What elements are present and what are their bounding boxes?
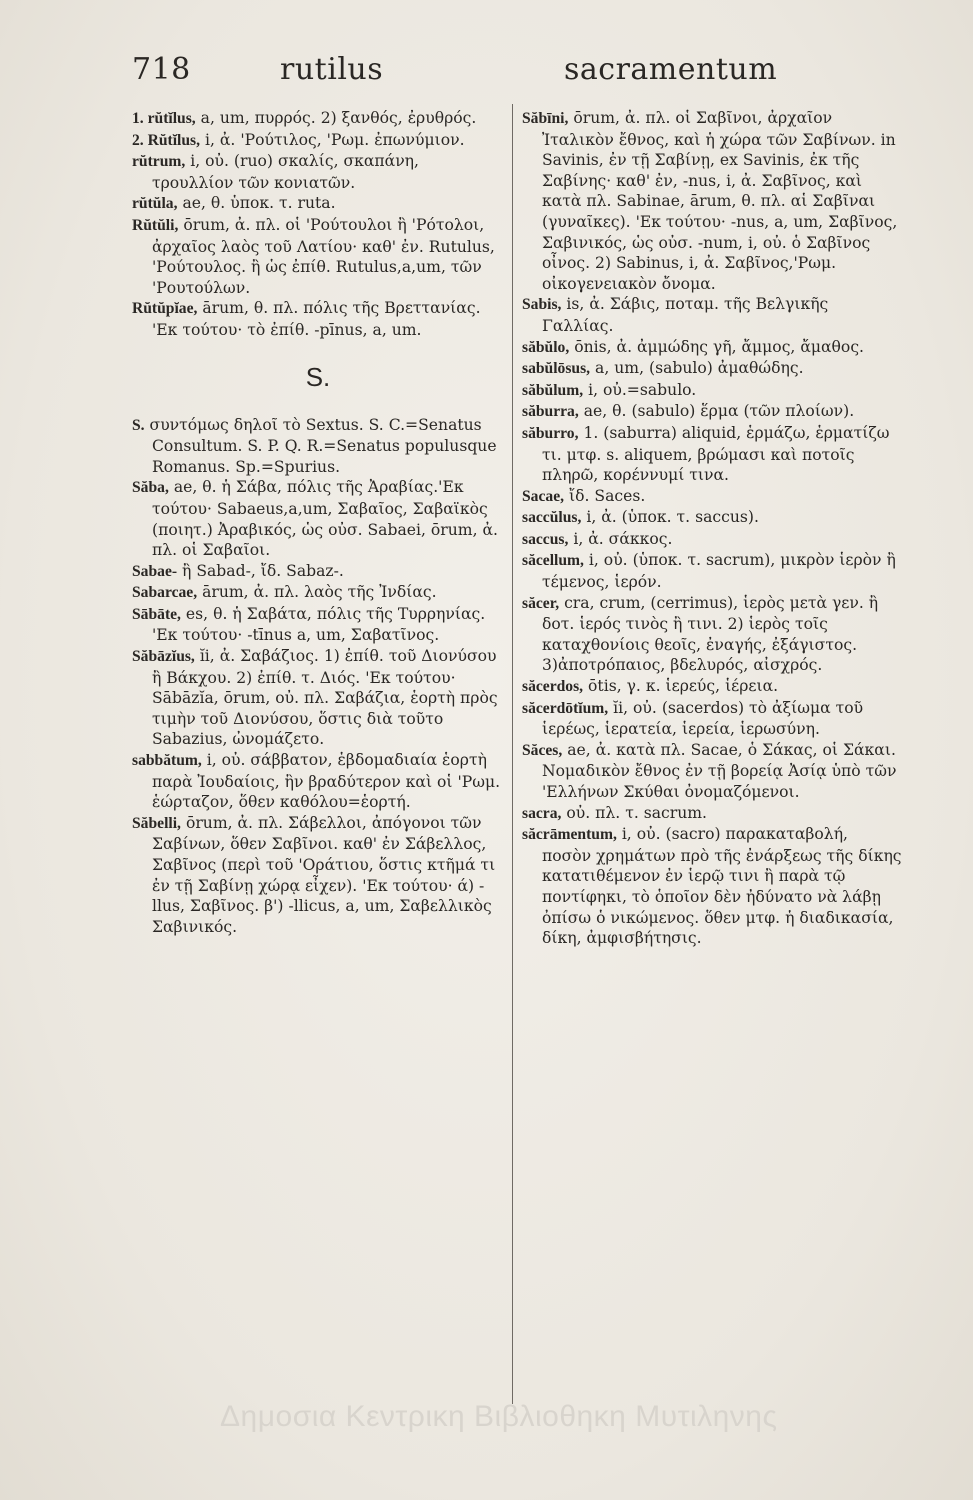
entry-definition: ōrum, ἀ. πλ. οἱ Σαβῖνοι, ἀρχαῖον Ἰταλικὸν ἔθνος, καὶ ἡ χώρα τῶν Σαβίνων. in Savinis, ἐν τῇ Σαβίνῃ, ex Savinis, ἐκ τῆς Σαβίνης· καθ' ἐν, -nus, i, ἀ. Σαβῖνος, καὶ κατὰ πλ. Sabinae, ārum, θ. πλ. αἱ Σαβῖναι (γυναῖκες). 'Εκ τούτου· -nus, a, um, Σαβῖνος, Σαβινικός, ὡς οὐσ. -num, i, οὐ. ὁ Σαβῖνος οἶνος. 2) Sabinus, i, ἀ. Σαβῖνος,'Ρωμ. οἰκογενειακὸν ὄνομα. — [542, 109, 898, 293]
dictionary-entry — [132, 215, 504, 298]
entry-headword: Săbāzĭus, — [132, 648, 195, 666]
dictionary-entry — [132, 750, 504, 813]
entry-definition: 1. (saburra) aliquid, ἑρμάζω, ἑρματίζω τι. μτφ. s. aliquem, βρώμασι καὶ ποτοῖς πληρῶ, κορέννυμί τινα. — [542, 423, 890, 485]
entry-headword: Sābāte, — [132, 605, 181, 623]
page-header — [132, 52, 812, 102]
dictionary-entry — [522, 108, 902, 294]
entry-headword: Sabae- — [132, 562, 178, 580]
library-watermark: Δημοσια Κεντρικη Βιβλιοθηκη Μυτιληνης — [220, 1400, 778, 1433]
dictionary-entry — [522, 803, 902, 825]
right-entries — [522, 108, 902, 949]
dictionary-entry — [522, 337, 902, 359]
entry-headword: Săba, — [132, 479, 169, 497]
entry-definition: i, οὐ. (sacro) παρακαταβολή, ποσὸν χρημάτων πρὸ τῆς ἐνάρξεως τῆς δίκης κατατιθέμενον ἐν ἱερῷ τινι ἢ παρὰ τῷ ποντίφηκι, τὸ ὁποῖον δὲν ἠδύνατο νὰ λάβῃ ὀπίσω ὁ νικώμενος. ὅθεν μτφ. ἡ διαδικασία, δίκη, ἀμφισβήτησις. — [542, 825, 902, 948]
dictionary-entry — [522, 380, 902, 402]
entry-headword: Sabis, — [522, 296, 562, 314]
entry-definition: i, οὐ. σάββατον, ἑβδομαδιαία ἑορτὴ παρὰ Ἰουδαίοις, ἣν βραδύτερον καὶ οἱ 'Ρωμ. ἑώρταζον, ὅθεν καθόλου=ἑορτή. — [152, 751, 501, 812]
entry-headword: saccus, — [522, 530, 569, 548]
entry-headword: săcellum, — [522, 552, 584, 570]
dictionary-entry — [522, 401, 902, 423]
entry-definition: ἴδ. Saces. — [568, 486, 646, 505]
dictionary-entry — [522, 593, 902, 676]
left-entries-before — [132, 108, 504, 341]
entry-definition: ōrum, ἀ. πλ. Σάβελλοι, ἀπόγονοι τῶν Σαβίνων, ὅθεν Σαβῖνοι. καθ' ἐν Σάβελλος, Σαβῖνος (περὶ τοῦ 'Οράτιου, ὅστις κτῆμά τι ἐν τῇ Σαβίνῃ χώρᾳ εἶχεν). 'Εκ τούτου· ά) -llus, Σαβῖνος. β') -llicus, a, um, Σαβελλικὸς Σαβινικός. — [152, 813, 496, 936]
dictionary-entry — [132, 193, 504, 215]
dictionary-entry — [132, 813, 504, 938]
entry-definition: i, ἀ. (ὑποκ. τ. saccus). — [586, 508, 759, 527]
dictionary-entry — [522, 698, 902, 740]
entry-headword: Săces, — [522, 741, 563, 759]
guide-word-right: sacramentum — [564, 52, 778, 87]
entry-headword: Săbelli, — [132, 814, 181, 832]
left-entries-after — [132, 415, 504, 938]
dictionary-entry — [522, 358, 902, 380]
entry-definition: a, um, πυρρός. 2) ξανθός, ἐρυθρός. — [200, 109, 477, 127]
entry-headword: săcrāmentum, — [522, 826, 617, 844]
entry-headword: 1. rŭtĭlus, — [132, 110, 196, 127]
entry-headword: Rŭtŭli, — [132, 216, 179, 234]
entry-definition: οὐ. πλ. τ. sacrum. — [566, 803, 708, 822]
column-divider — [512, 104, 513, 1404]
entry-headword: săburra, — [522, 403, 579, 421]
dictionary-entry — [132, 477, 504, 560]
entry-headword: sacra, — [522, 804, 562, 822]
entry-headword: săcerdōtĭum, — [522, 699, 609, 717]
entry-headword: săbŭlum, — [522, 381, 584, 399]
entry-headword: 2. Rŭtĭlus, — [132, 131, 201, 149]
section-letter: S. — [305, 361, 331, 392]
entry-definition: is, ἀ. Σάβις, ποταμ. τῆς Βελγικῆς Γαλλίας. — [542, 295, 829, 335]
entry-definition: ōrum, ἀ. πλ. οἱ 'Ρούτουλοι ἢ 'Ρότολοι, ἀρχαῖος λαὸς τοῦ Λατίου· καθ' ἐν. Rutulus, 'Ρούτουλος. ἢ ὡς ἐπίθ. Rutulus,a,um, τῶν 'Ρουτούλων. — [152, 215, 495, 297]
entry-definition: cra, crum, (cerrimus), ἱερὸς μετὰ γεν. ἢ δοτ. ἱερός τινὸς ἢ τινι. 2) ἱερὸς τοῖς καταχθονίοις θεοῖς, ἐναγής, ἐξάγιστος. 3)ἀποτρόπαιος, βδελυρός, αἰσχρός. — [542, 593, 879, 675]
dictionary-entry — [522, 824, 902, 949]
entry-definition: a, um, (sabulo) ἀμαθώδης. — [595, 359, 804, 378]
entry-headword: Rŭtŭpĭae, — [132, 300, 198, 318]
dictionary-entry — [132, 582, 504, 604]
entry-headword: Sabarcae, — [132, 584, 198, 602]
entry-definition: συντόμως δηλοῖ τὸ Sextus. S. C.=Senatus Consultum. S. P. Q. R.=Senatus populusque Romanus. Sp.=Spurius. — [149, 415, 497, 476]
dictionary-entry — [132, 604, 504, 646]
entry-headword: S. — [132, 416, 145, 434]
dictionary-entry — [522, 486, 902, 508]
entry-definition: ἢ Sabad-, ἴδ. Sabaz-. — [182, 561, 344, 580]
dictionary-entry — [522, 423, 902, 486]
dictionary-entry — [522, 529, 902, 551]
dictionary-entry — [522, 676, 902, 698]
entry-headword: sabbătum, — [132, 752, 202, 770]
dictionary-entry — [522, 294, 902, 336]
dictionary-entry — [522, 550, 902, 592]
dictionary-entry — [132, 298, 504, 340]
entry-headword: săcer, — [522, 594, 560, 612]
guide-word-left: rutilus — [280, 52, 384, 87]
entry-definition: ārum, θ. πλ. πόλις τῆς Βρεττανίας. 'Εκ τούτου· τὸ ἐπίθ. -pīnus, a, um. — [152, 299, 481, 339]
dictionary-entry — [132, 561, 504, 583]
entry-definition: ōtis, γ. κ. ἱερεύς, ἱέρεια. — [588, 677, 779, 696]
entry-headword: rŭtrum, — [132, 153, 186, 171]
entry-definition: ārum, ἀ. πλ. λαὸς τῆς Ἰνδίας. — [202, 583, 437, 602]
page-number: 718 — [132, 52, 191, 87]
dictionary-entry — [132, 151, 504, 193]
entry-headword: Sacae, — [522, 487, 565, 505]
entry-definition: ae, θ. ἡ Σάβα, πόλις τῆς Ἀραβίας.'Εκ τούτου· Sabaeus,a,um, Σαβαῖος, Σαβαϊκὸς (ποιητ.) Ἀραβικός, ὡς οὐσ. Sabaei, ōrum, ἀ. πλ. οἱ Σαβαῖοι. — [152, 478, 498, 560]
dictionary-entry — [132, 646, 504, 750]
entry-definition: ae, ἀ. κατὰ πλ. Sacae, ὁ Σάκας, οἱ Σάκαι. Νομαδικὸν ἔθνος ἐν τῇ βορείᾳ Ἀσίᾳ ὑπὸ τῶν 'Ελλήνων Σκύθαι ὀνομαζόμενοι. — [542, 740, 897, 801]
dictionary-entry — [132, 108, 504, 130]
entry-headword: Săbīni, — [522, 110, 569, 127]
entry-definition: i, ἀ. 'Ρούτιλος, 'Ρωμ. ἐπωνύμιον. — [205, 130, 465, 149]
entry-definition: i, οὐ. (ὑποκ. τ. sacrum), μικρὸν ἱερὸν ἢ τέμενος, ἱερόν. — [542, 551, 896, 592]
right-column — [522, 108, 902, 949]
left-column — [132, 108, 504, 937]
entry-headword: săcerdos, — [522, 678, 584, 696]
dictionary-entry — [522, 507, 902, 529]
entry-definition: ōnis, ἀ. ἀμμώδης γῆ, ἄμμος, ἄμαθος. — [574, 337, 865, 356]
entry-definition: i, οὐ.=sabulo. — [588, 380, 697, 399]
entry-definition: i, οὐ. (ruo) σκαλίς, σκαπάνη, τρουλλίον τῶν κονιατῶν. — [152, 152, 419, 192]
entry-definition: ĭi, οὐ. (sacerdos) τὸ ἀξίωμα τοῦ ἱερέως, ἱερατεία, ἱερεία, ἱερωσύνη. — [542, 698, 864, 739]
entry-definition: ae, θ. ὑποκ. τ. ruta. — [182, 194, 336, 213]
dictionary-entry — [132, 130, 504, 152]
entry-definition: i, ἀ. σάκκος. — [573, 529, 673, 548]
entry-definition: es, θ. ἡ Σαβάτα, πόλις τῆς Τυρρηνίας. 'Εκ τούτου· -tīnus a, um, Σαβατῖνος. — [152, 604, 486, 645]
entry-headword: sabŭlōsus, — [522, 360, 591, 378]
entry-definition: ĭi, ἀ. Σαβάζιος. 1) ἐπίθ. τοῦ Διονύσου ἢ Βάκχου. 2) ἐπίθ. τ. Διός. 'Εκ τούτου· Sābāzĭa, ōrum, οὐ. πλ. Σαβάζια, ἑορτὴ πρὸς τιμὴν τοῦ Διονύσου, ὅστις διὰ τοῦτο Sabazius, ὠνομάζετο. — [152, 647, 498, 749]
entry-definition: ae, θ. (sabulo) ἕρμα (τῶν πλοίων). — [583, 402, 855, 421]
entry-headword: rŭtŭla, — [132, 195, 178, 213]
entry-headword: saccŭlus, — [522, 509, 582, 527]
entry-headword: săburro, — [522, 424, 579, 442]
dictionary-entry — [132, 415, 504, 478]
dictionary-entry — [522, 740, 902, 803]
entry-headword: săbŭlo, — [522, 338, 570, 356]
